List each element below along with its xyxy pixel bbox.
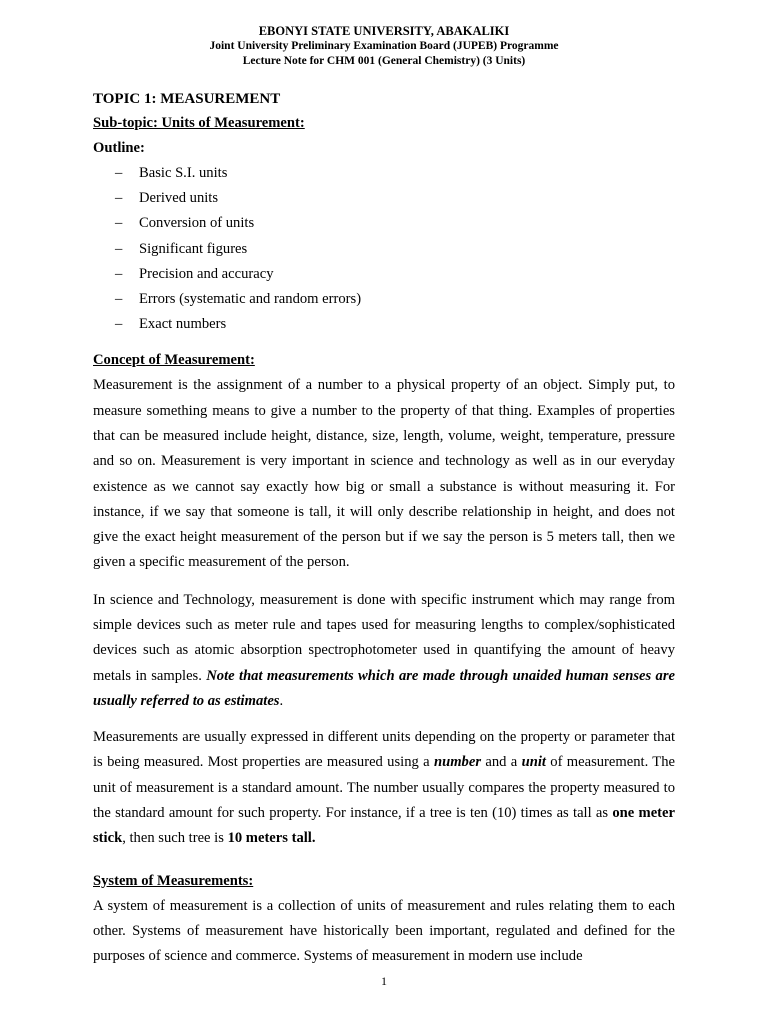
- dash-bullet: –: [115, 316, 123, 333]
- list-item-text: Precision and accuracy: [139, 265, 274, 282]
- system-paragraph-1: A system of measurement is a collection of units of measurement and rules relating them to each other. Systems of measurement have historically been important, regulated and defined for the purposes of science and commerce. Systems of measurement in modern use include: [93, 897, 675, 965]
- list-item: [93, 237, 675, 262]
- concept-paragraph-3: [93, 725, 675, 851]
- dash-bullet: –: [115, 215, 123, 232]
- outline-title: Outline:: [93, 140, 145, 156]
- paragraph-text: and a: [481, 754, 522, 771]
- document-body: [93, 87, 675, 970]
- concept-paragraph-2: [93, 588, 675, 714]
- list-item: [93, 262, 675, 287]
- list-item-text: Exact numbers: [139, 316, 227, 333]
- university-name: EBONYI STATE UNIVERSITY, ABAKALIKI: [258, 24, 510, 38]
- list-item-text: Derived units: [139, 190, 219, 207]
- list-item-text: Errors (systematic and random errors): [139, 290, 362, 307]
- outline-list: [93, 161, 675, 337]
- list-item: [93, 287, 675, 312]
- list-item: [93, 161, 675, 186]
- topic-title: TOPIC 1: MEASUREMENT: [93, 91, 281, 107]
- dash-bullet: –: [115, 190, 123, 207]
- emphasis-number: number: [433, 754, 482, 771]
- page-number: 1: [381, 974, 387, 988]
- dash-bullet: –: [115, 265, 123, 282]
- list-item: [93, 312, 675, 337]
- dash-bullet: –: [115, 290, 123, 307]
- dash-bullet: –: [115, 240, 123, 257]
- paragraph-end: .: [279, 692, 284, 709]
- emphasis-unit: unit: [521, 754, 546, 771]
- course-title: Lecture Note for CHM 001 (General Chemistry) (3 Units): [242, 55, 526, 67]
- list-item-text: Basic S.I. units: [139, 165, 228, 181]
- emphasis-ten-meters: 10 meters tall.: [227, 830, 316, 847]
- list-item-text: Conversion of units: [139, 215, 255, 232]
- system-heading: System of Measurements:: [93, 872, 254, 889]
- document-header: [0, 24, 768, 69]
- list-item-text: Significant figures: [139, 240, 248, 257]
- paragraph-text: of measurement. The unit of measurement is a standard amount. The number usually compares the property measured to the standard amount for such property. For instance, if a tree is ten (10) times as tall as: [93, 754, 675, 822]
- paragraph-text: Measurements are usually expressed in different units depending on the property or parameter that is being measured. Most properties are measured using a: [93, 729, 675, 771]
- list-item: [93, 211, 675, 236]
- paragraph-text: , then such tree is: [122, 830, 228, 847]
- dash-bullet: –: [115, 165, 123, 181]
- paragraph-text: In science and Technology, measurement is done with specific instrument which may range from simple devices such as meter rule and tapes used for measuring lengths to complex/sophisticated devices such as atomic absorption spectrophotometer used in quantifying the amount of heavy metals in samples.: [93, 591, 675, 684]
- concept-paragraph-1: Measurement is the assignment of a number to a physical property of an object. Simply put, to measure something means to give a number to the property of that thing. Examples of properties that can be measured include height, distance, size, length, volume, weight, temperature, pressure and so on. Measurement is very important in science and technology as well as in our everyday existence as we cannot say exactly how big or small a substance is without measuring it. For instance, if we say that someone is tall, it will only describe relationship in height, and does not give the exact height measurement of the person but if we say the person is 5 meters tall, then we given a specific measurement of the person.: [93, 377, 675, 571]
- emphasis-meter-stick: one meter stick: [93, 805, 675, 847]
- concept-heading: Concept of Measurement:: [93, 352, 255, 369]
- subtopic-title: Sub-topic: Units of Measurement:: [93, 115, 305, 131]
- list-item: [93, 186, 675, 211]
- programme-name: Joint University Preliminary Examination Board (JUPEB) Programme: [209, 40, 559, 52]
- estimates-note: Note that measurements which are made through unaided human senses are usually referred to as estimates: [93, 667, 675, 709]
